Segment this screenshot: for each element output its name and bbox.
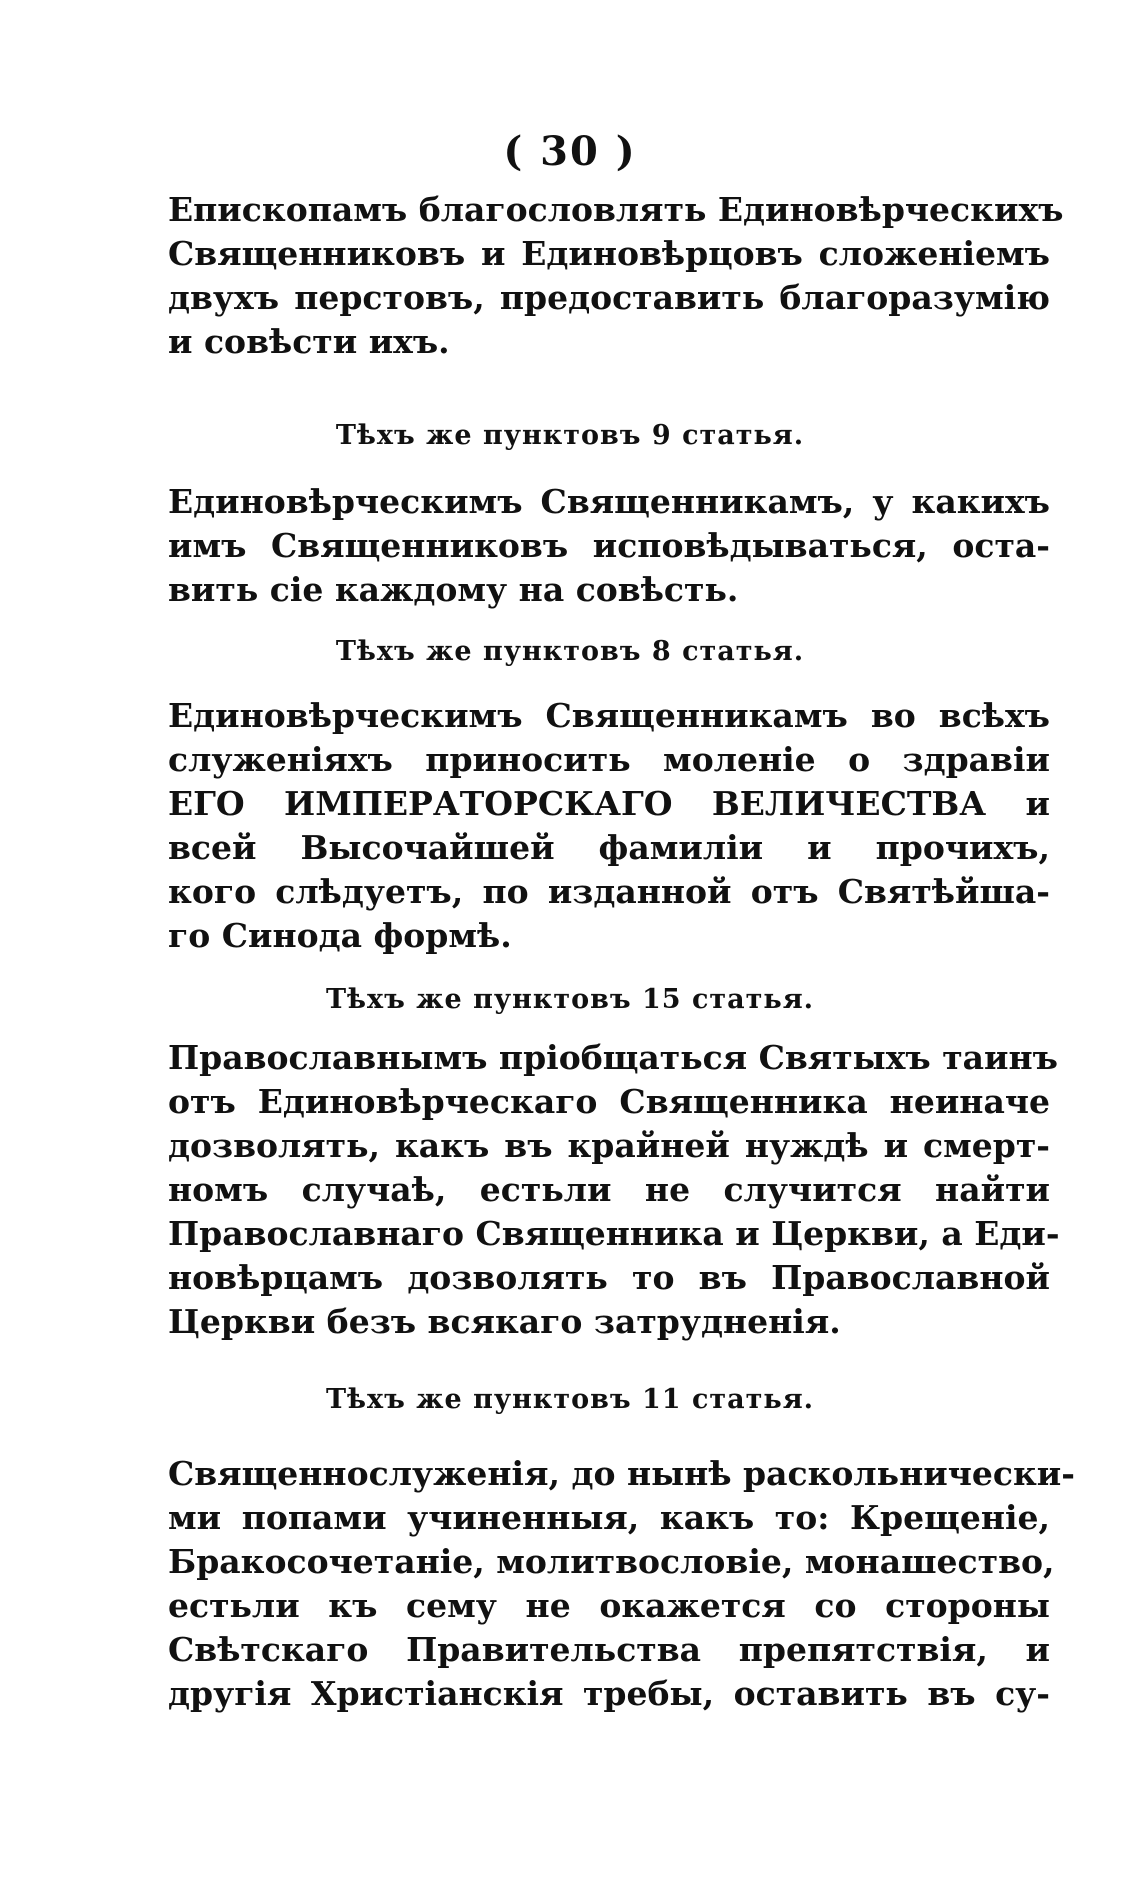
paragraph-communion — [168, 1036, 1060, 1344]
page-number: ( 30 ) — [503, 128, 637, 175]
text-line: дозволять, какъ въ крайней нуждѣ и смерт- — [168, 1126, 1050, 1165]
paragraph-sacraments — [168, 1452, 1075, 1716]
text-line: и совѣсти ихъ. — [168, 322, 450, 361]
text-line: ми попами учиненныя, какъ то: Крещеніе, — [168, 1498, 1050, 1537]
paragraph-confession — [168, 480, 1050, 612]
text-line: го Синода формѣ. — [168, 916, 512, 955]
text-line: всей Высочайшей фамиліи и прочихъ, — [168, 828, 1050, 867]
text-line: другія Христіанскія требы, оставить въ су- — [168, 1674, 1050, 1713]
text-line: вить сіе каждому на совѣсть. — [168, 570, 739, 609]
text-line: Священнослуженія, до нынѣ раскольнически- — [168, 1454, 1075, 1493]
text-line: двухъ перстовъ, предоставить благоразумію — [168, 278, 1050, 317]
text-line: кого слѣдуетъ, по изданной отъ Святѣйша- — [168, 872, 1050, 911]
text-line: номъ случаѣ, естьли не случится найти — [168, 1170, 1050, 1209]
text-line: имъ Священниковъ исповѣдываться, оста- — [168, 526, 1050, 565]
text-line: Единовѣрческимъ Священникамъ во всѣхъ — [168, 696, 1050, 735]
paragraph-prayer-for-emperor — [168, 694, 1050, 958]
text-line: Церкви безъ всякаго затрудненія. — [168, 1302, 841, 1341]
text-line: ЕГО ИМПЕРАТОРСКАГО ВЕЛИЧЕСТВА и — [168, 784, 1050, 823]
text-line: новѣрцамъ дозволять то въ Православной — [168, 1258, 1050, 1297]
text-line: Православнаго Священника и Церкви, а Еди- — [168, 1214, 1060, 1253]
paragraph-bishops-blessing — [168, 188, 1064, 364]
text-line: Православнымъ пріобщаться Святыхъ таинъ — [168, 1038, 1058, 1077]
text-line: Епископамъ благословлять Единовѣрческихъ — [168, 190, 1064, 229]
text-line: естьли къ сему не окажется со стороны — [168, 1586, 1050, 1625]
article-heading-15: Тѣхъ же пунктовъ 15 статья. — [325, 984, 815, 1015]
article-heading-8: Тѣхъ же пунктовъ 8 статья. — [335, 636, 805, 667]
text-line: Бракосочетаніе, молитвословіе, монашество, — [168, 1542, 1055, 1581]
article-heading-9: Тѣхъ же пунктовъ 9 статья. — [335, 420, 805, 451]
text-line: Единовѣрческимъ Священникамъ, у какихъ — [168, 482, 1050, 521]
text-line: отъ Единовѣрческаго Священника неиначе — [168, 1082, 1050, 1121]
text-line: служеніяхъ приносить моленіе о здравіи — [168, 740, 1050, 779]
text-line: Священниковъ и Единовѣрцовъ сложеніемъ — [168, 234, 1050, 273]
article-heading-11: Тѣхъ же пунктовъ 11 статья. — [325, 1384, 815, 1415]
text-line: Свѣтскаго Правительства препятствія, и — [168, 1630, 1050, 1669]
